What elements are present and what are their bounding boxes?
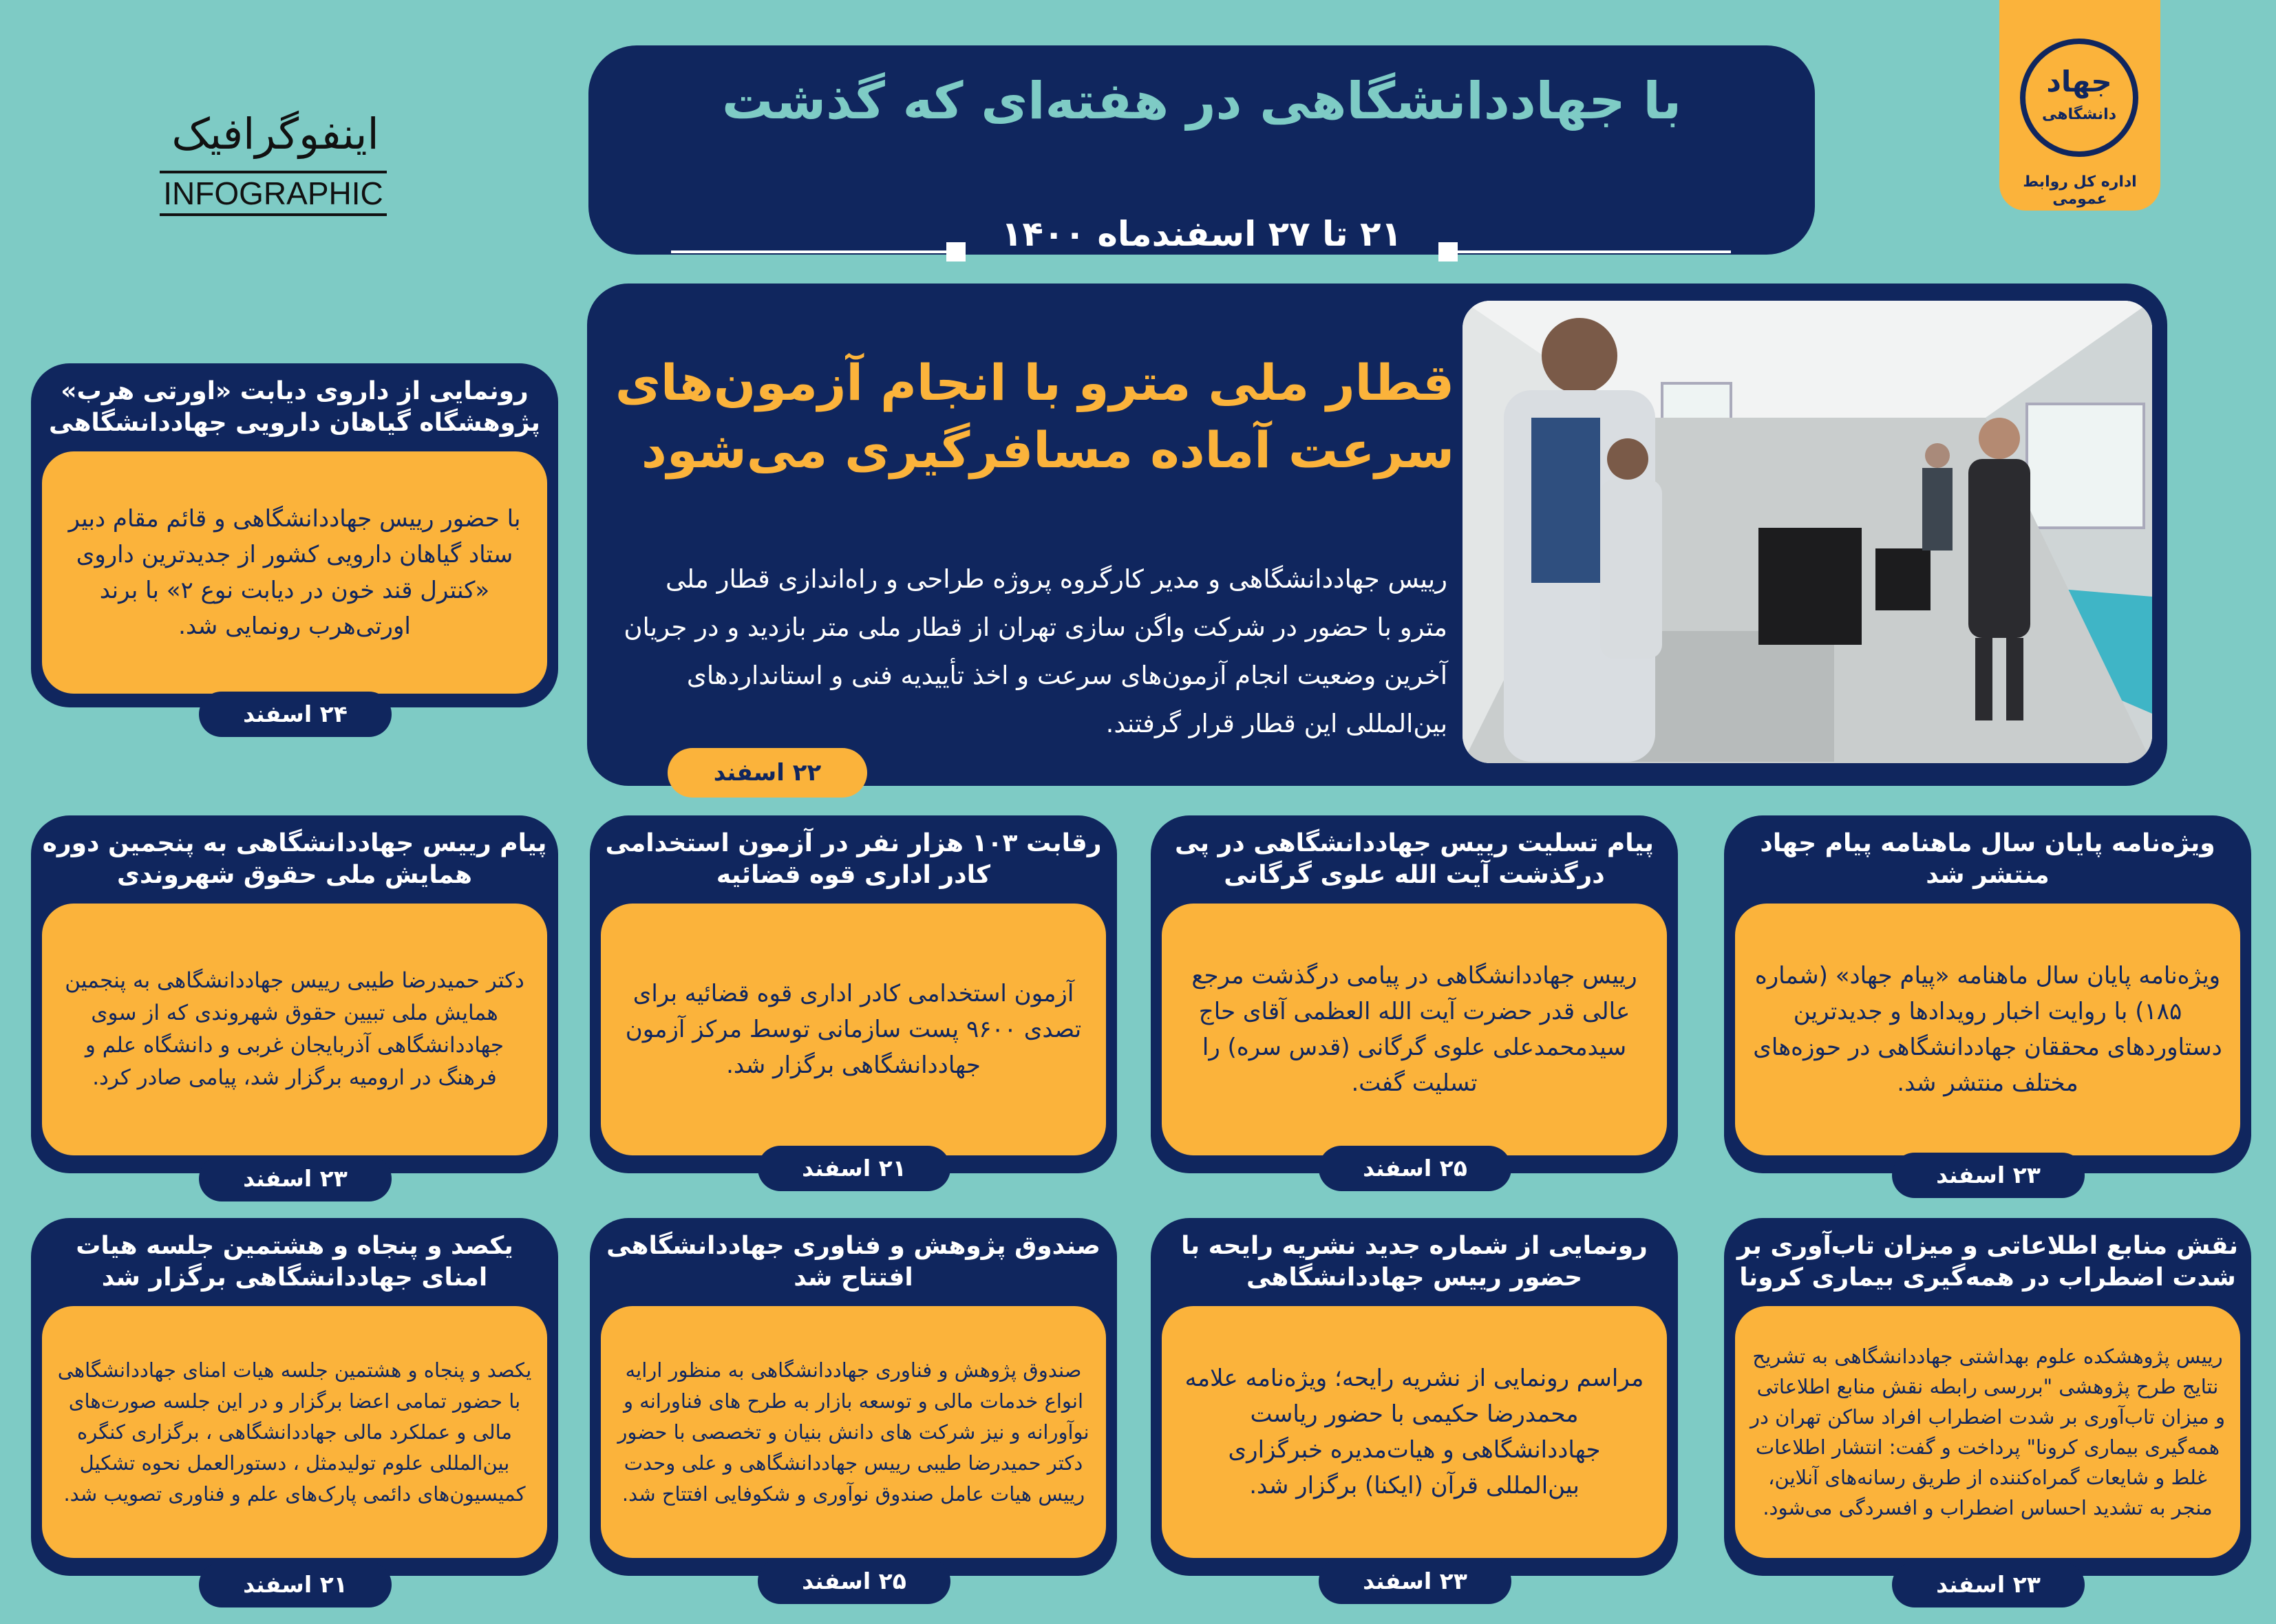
feature-body: رییس جهاددانشگاهی و مدیر کارگروه پروژه طراحی و راه‌اندازی قطار ملی مترو با حضور در شرکت واگن سازی تهران از قطار ملی متر بازدید و در جریان آخرین وضعیت انجام آزمون‌های سرعت و اخذ تأییدیه فنی و استانداردهای بین‌المللی این قطار قرار گرفتند. (624, 564, 1447, 738)
news-card-payam-jahad (1724, 815, 2251, 1221)
train-interior-icon (1463, 301, 2152, 763)
card-body (1735, 904, 2240, 1155)
logo-emblem-icon (2020, 39, 2138, 157)
card-body (1735, 1306, 2240, 1558)
logo-caption: اداره کل روابط عمومی (2023, 173, 2137, 208)
card-date-badge: ۲۱ اسفند (758, 1146, 950, 1191)
feature-story (587, 284, 2167, 786)
card-title: پیام رییس جهاددانشگاهی به پنجمین دوره همایش ملی حقوق شهروندی (42, 829, 547, 889)
card-body-text: با حضور رییس جهاددانشگاهی و قائم مقام دبیر ستاد گیاهان دارویی کشور از جدیدترین داروی «کنترل قند خون در دیابت نوع ۲» با برند اورتی‌هرب رونمایی شد. (68, 505, 521, 640)
card-title: رونمایی از شماره جدید نشریه رایحه با حضور رییس جهاددانشگاهی (1181, 1232, 1648, 1292)
card-body-text: یکصد و پنجاه و هشتمین جلسه هیات امنای جهاددانشگاهی با حضور تمامی اعضا برگزار و در این جلسه صورت‌های مالی و عملکرد مالی جهاددانشگاهی ، برگزاری کنگره بین‌المللی علوم تولیدمثل ، دستورالعمل نحوه تشکیل کمیسیون‌های دائمی پارک‌های علم و فناوری تصویب شد. (57, 1358, 532, 1506)
card-date-badge: ۲۳ اسفند (1892, 1562, 2085, 1607)
logo-subtitle: دانشگاهی (2041, 106, 2117, 123)
card-date-badge: ۲۵ اسفند (758, 1559, 950, 1604)
card-body (601, 1306, 1106, 1558)
card-body-text: آزمون استخدامی کادر اداری قوه قضائیه برای تصدی ۹۶۰۰ پست سازمانی توسط مرکز آزمون جهاددانشگاهی برگزار شد. (625, 980, 1082, 1079)
card-body-text: ویژه‌نامه پایان سال ماهنامه «پیام جهاد» (شماره ۱۸۵) با روایت اخبار رویدادها و جدیدترین دستاوردهای محققان جهاددانشگاهی در حوزه‌های مختلف منتشر شد. (1753, 962, 2222, 1097)
news-card-corona-anxiety (1724, 1218, 2251, 1624)
card-title: ویژه‌نامه پایان سال ماهنامه پیام جهاد منتشر شد (1760, 829, 2215, 889)
card-body-text: رییس جهاددانشگاهی در پیامی درگذشت مرجع عالی قدر حضرت آیت الله العظمی آقای حاج سیدمحمدعلی علوی گرگانی (قدس سره) را تسلیت گفت. (1191, 962, 1637, 1097)
news-card-citizen-rights (31, 815, 558, 1221)
divider-line (1456, 250, 1731, 253)
feature-date-badge: ۲۲ اسفند (668, 748, 867, 798)
page-title: با جهاددانشگاهی در هفته‌ای که گذشت (722, 72, 1681, 131)
card-title: یکصد و پنجاه و هشتمین جلسه هیات امنای جهاددانشگاهی برگزار شد (76, 1232, 513, 1292)
card-title: صندوق پژوهش و فناوری جهاددانشگاهی افتتاح شد (606, 1232, 1100, 1292)
card-title: رونمایی از داروی دیابت «اورتی هرب» پژوهشگاه گیاهان دارویی جهاددانشگاهی (49, 377, 540, 437)
card-body (42, 1306, 547, 1558)
card-title: نقش منابع اطلاعاتی و میزان تاب‌آوری بر شدت اضطراب در همه‌گیری بیماری کرونا (1736, 1232, 2239, 1292)
card-date-badge: ۲۳ اسفند (1892, 1153, 2085, 1198)
card-body-text: رییس پژوهشکده علوم بهداشتی جهاددانشگاهی به تشریح نتایج طرح پژوهشی "بررسی رابطه نقش منابع اطلاعاتی و میزان تاب‌آوری بر شدت اضطراب افراد ساکن تهران در همه‌گیری بیماری کرونا" پرداخت و گفت: انتشار اطلاعات غلط و شایعات گمراه‌کننده از طریق رسانه‌های آنلاین، منجر به تشدید احساس اضطراب و افسردگی می‌شود. (1750, 1345, 2225, 1519)
news-card-rayehe (1151, 1218, 1678, 1624)
logo-name: جهاد (2046, 65, 2112, 98)
card-date-badge: ۲۵ اسفند (1319, 1146, 1511, 1191)
card-body (1162, 1306, 1667, 1558)
card-date-badge: ۲۱ اسفند (199, 1562, 392, 1607)
train-interior-photo (1463, 301, 2152, 763)
news-card-research-fund (590, 1218, 1117, 1624)
card-body-text: صندوق پژوهش و فناوری جهاددانشگاهی به منظور ارایه انواع خدمات مالی و توسعه بازار به طرح های فناورانه و نوآورانه و نیز شرکت های دانش بنیان و تخصصی با حضور دکتر حمیدرضا طیبی رییس جهاددانشگاهی و علی وحدت رییس هیات عامل صندوق نوآوری و شکوفایی افتتاح شد. (617, 1358, 1089, 1506)
label-english: INFOGRAPHIC (160, 171, 387, 216)
label-persian: اینفوگرافیک (171, 109, 379, 159)
card-date-badge: ۲۴ اسفند (199, 692, 392, 737)
divider-square (1438, 242, 1458, 261)
header-banner (588, 45, 1815, 255)
news-card-board-meeting (31, 1218, 558, 1624)
card-title: پیام تسلیت رییس جهاددانشگاهی در پی درگذشت آیت الله علوی گرگانی (1175, 829, 1654, 889)
card-body-text: دکتر حمیدرضا طیبی رییس جهاددانشگاهی به پنجمین همایش ملی تبیین حقوق شهروندی که از سوی جهاددانشگاهی آذربایجان غربی و دانشگاه علم و فرهنگ در ارومیه برگزار شد، پیامی صادر کرد. (65, 968, 524, 1090)
card-body (1162, 904, 1667, 1155)
news-card-condolence (1151, 815, 1678, 1221)
feature-title: قطار ملی مترو با انجام آزمون‌های سرعت آماده مسافرگیری می‌شود (615, 354, 1454, 479)
card-body (42, 904, 547, 1155)
news-card-exam (590, 815, 1117, 1221)
card-date-badge: ۲۳ اسفند (1319, 1559, 1511, 1604)
card-body (42, 451, 547, 694)
date-range: ۲۱ تا ۲۷ اسفندماه ۱۴۰۰ (1001, 214, 1403, 254)
card-title: رقابت ۱۰۳ هزار نفر در آزمون استخدامی کادر اداری قوه قضائیه (605, 829, 1102, 889)
logo (1999, 0, 2160, 211)
news-card-diabetes (31, 363, 558, 769)
card-date-badge: ۲۳ اسفند (199, 1156, 392, 1201)
card-body (601, 904, 1106, 1155)
card-body-text: مراسم رونمایی از نشریه رایحه؛ ویژه‌نامه علامه محمدرضا حکیمی با حضور ریاست جهاددانشگاهی و هیات‌مدیره خبرگزاری بین‌المللی قرآن (ایکنا) برگزار شد. (1184, 1365, 1644, 1499)
